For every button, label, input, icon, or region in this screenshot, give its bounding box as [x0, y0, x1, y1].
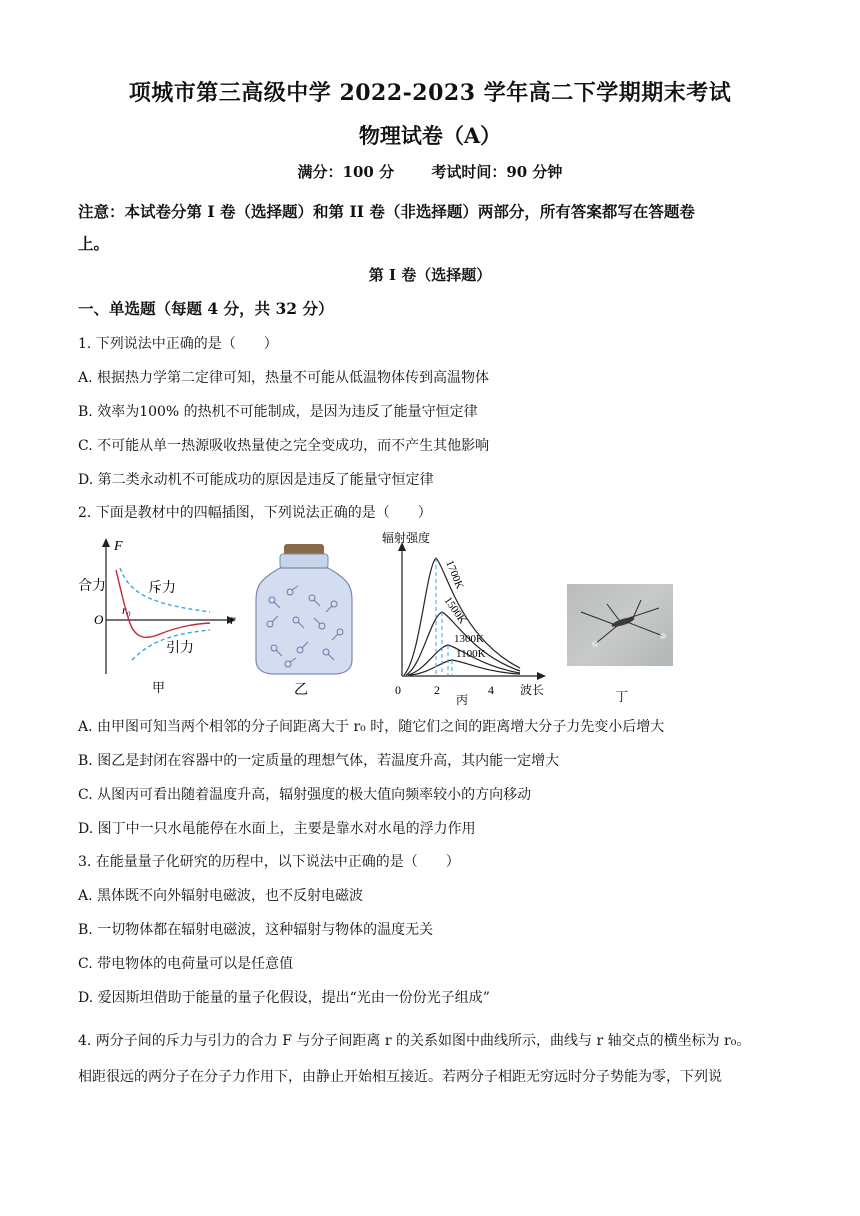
bing-x-label: 波长	[520, 683, 545, 697]
bing-label-1100: 1100K	[456, 648, 486, 660]
q3-option-b: B. 一切物体都在辐射电磁波，这种辐射与物体的温度无关	[78, 922, 434, 938]
bing-label-1500: 1500K	[441, 594, 469, 627]
part-heading: 一、单选题（每题 4 分，共 32 分）	[78, 299, 334, 318]
bing-tick-2: 2	[434, 683, 440, 697]
q1-option-c: C. 不可能从单一热源吸收热量使之完全变成功，而不产生其他影响	[78, 438, 490, 454]
exam-title: 项城市第三高级中学 2022-2023 学年高二下学期期末考试	[128, 80, 732, 106]
yi-neck	[280, 554, 328, 568]
figure-jia	[70, 534, 250, 706]
q3-option-c: C. 带电物体的电荷量可以是任意值	[78, 956, 294, 972]
q1-option-b: B. 效率为100% 的热机不可能制成，是因为违反了能量守恒定律	[78, 404, 478, 420]
ding-caption: 丁	[615, 690, 629, 705]
exam-subtitle: 物理试卷（A）	[358, 123, 502, 148]
jia-y-label: F	[114, 539, 123, 554]
q2-option-a: A. 由甲图可知当两个相邻的分子间距离大于 r₀ 时，随它们之间的距离增大分子力先变小后增大	[78, 719, 665, 735]
bing-caption: 丙	[456, 693, 469, 707]
exam-notice	[78, 196, 788, 260]
jia-net-label: 合力	[78, 578, 106, 594]
section-heading: 第 I 卷（选择题）	[368, 266, 492, 284]
exam-info	[0, 161, 860, 182]
bing-label-1300: 1300K	[454, 633, 484, 645]
notice-line-1: 注意：本试卷分第 I 卷（选择题）和第 II 卷（非选择题）两部分，所有答案都写在答题卷	[78, 202, 695, 221]
exam-time: 考试时间：90 分钟	[431, 163, 563, 181]
q2-stem: 2. 下面是教材中的四幅插图，下列说法正确的是（ ）	[78, 505, 432, 521]
jia-caption: 甲	[152, 681, 166, 696]
q3-stem: 3. 在能量量子化研究的历程中，以下说法中正确的是（ ）	[78, 854, 460, 870]
bing-tick-0: 0	[395, 683, 401, 697]
q2-option-d: D. 图丁中一只水黾能停在水面上，主要是靠水对水黾的浮力作用	[78, 821, 476, 837]
jia-origin: O	[94, 612, 104, 627]
jia-attraction-label: 引力	[166, 640, 194, 656]
figure-yi	[250, 540, 360, 700]
q1-stem: 1. 下列说法中正确的是（ ）	[78, 336, 278, 352]
notice-line-2: 上。	[78, 234, 110, 253]
q3-option-d: D. 爱因斯坦借助于能量的量子化假设，提出“光由一份份光子组成”	[78, 990, 490, 1006]
bing-label-1700: 1700K	[443, 558, 466, 591]
q3-option-a: A. 黑体既不向外辐射电磁波，也不反射电磁波	[78, 888, 364, 904]
jia-y-arrow	[102, 538, 110, 547]
figure-ding-photo	[567, 584, 673, 666]
full-score: 满分：100 分	[297, 163, 395, 181]
jia-r0-label: r₀	[122, 603, 131, 617]
water-strider-image	[567, 584, 673, 666]
q4-stem-line-1: 4. 两分子间的斥力与引力的合力 F 与分子间距离 r 的关系如图中曲线所示，曲线与 r 轴交点的横坐标为 r₀。	[78, 1033, 751, 1049]
q4-stem-line-2: 相距很远的两分子在分子力作用下，由静止开始相互接近。若两分子相距无穷远时分子势能为零，下列说	[78, 1069, 722, 1085]
q1-option-a: A. 根据热力学第二定律可知，热量不可能从低温物体传到高温物体	[78, 370, 490, 386]
jia-repulsion-label: 斥力	[148, 580, 176, 596]
jia-x-label: r	[230, 613, 236, 628]
q2-option-c: C. 从图丙可看出随着温度升高，辐射强度的极大值向频率较小的方向移动	[78, 787, 532, 803]
figure-bing	[380, 528, 560, 708]
bing-y-label: 辐射强度	[382, 531, 431, 545]
q2-option-b: B. 图乙是封闭在容器中的一定质量的理想气体，若温度升高，其内能一定增大	[78, 753, 560, 769]
q1-option-d: D. 第二类永动机不可能成功的原因是违反了能量守恒定律	[78, 472, 434, 488]
bing-tick-4: 4	[488, 683, 494, 697]
yi-caption: 乙	[294, 682, 308, 698]
